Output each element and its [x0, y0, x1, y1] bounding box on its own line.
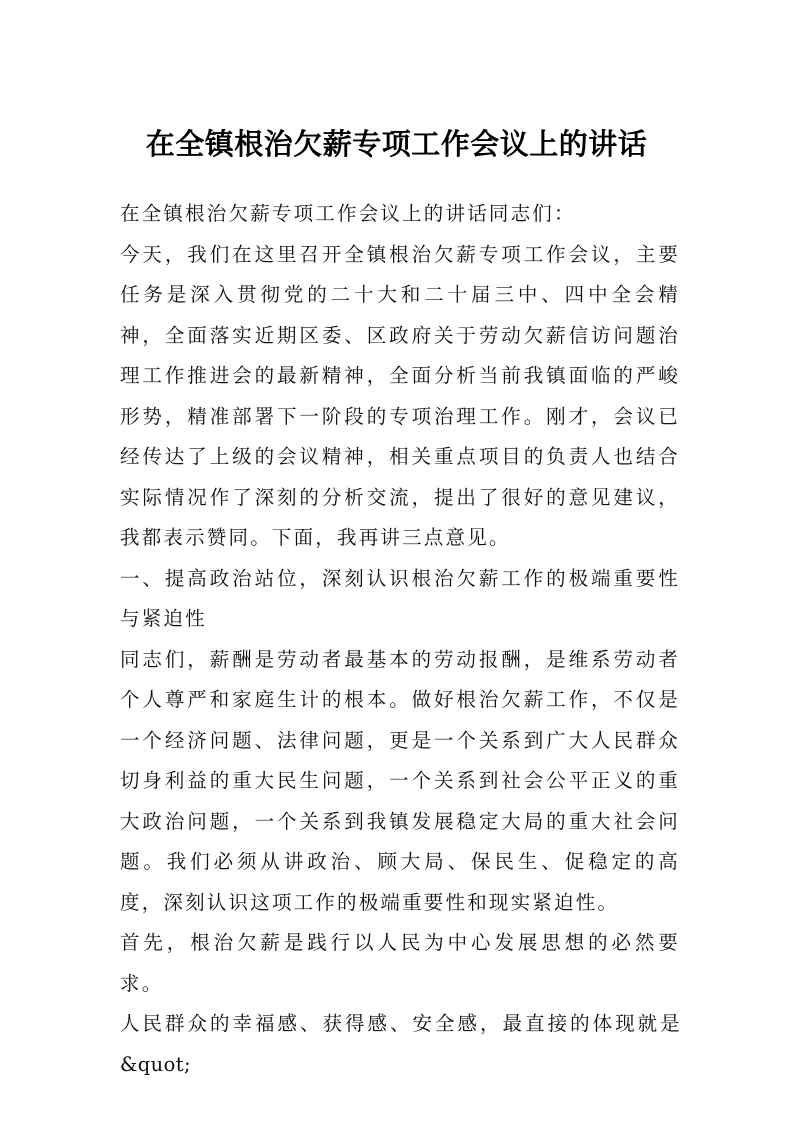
body-paragraph: 人民群众的幸福感、获得感、安全感，最直接的体现就是&quot; — [120, 1012, 680, 1076]
intro-paragraph: 今天，我们在这里召开全镇根治欠薪专项工作会议，主要任务是深入贯彻党的二十大和二十届三中、四中全会精神，全面落实近期区委、区政府关于劳动欠薪信访问题治理工作推进会的最新精神，全面分析当前我镇面临的严峻形势，精准部署下一阶段的专项治理工作。刚才，会议已经传达了上级的会议精神，相关重点项目的负责人也结合实际情况作了深刻的分析交流，提出了很好的意见建议，我都表示赞同。下面，我再讲三点意见。 — [120, 242, 680, 549]
section-heading: 一、提高政治站位，深刻认识根治欠薪工作的极端重要性与紧迫性 — [120, 566, 680, 630]
point-paragraph: 首先，根治欠薪是践行以人民为中心发展思想的必然要求。 — [120, 931, 680, 995]
greeting-paragraph: 在全镇根治欠薪专项工作会议上的讲话同志们： — [120, 202, 576, 225]
document-title: 在全镇根治欠薪专项工作会议上的讲话 — [145, 127, 648, 161]
body-paragraph: 同志们，薪酬是劳动者最基本的劳动报酬，是维系劳动者个人尊严和家庭生计的根本。做好根治欠薪工作，不仅是一个经济问题、法律问题，更是一个关系到广大人民群众切身利益的重大民生问题，一个关系到社会公平正义的重大政治问题，一个关系到我镇发展稳定大局的重大社会问题。我们必须从讲政治、顾大局、保民生、促稳定的高度，深刻认识这项工作的极端重要性和现实紧迫性。 — [120, 647, 680, 914]
document-body — [120, 194, 680, 1085]
